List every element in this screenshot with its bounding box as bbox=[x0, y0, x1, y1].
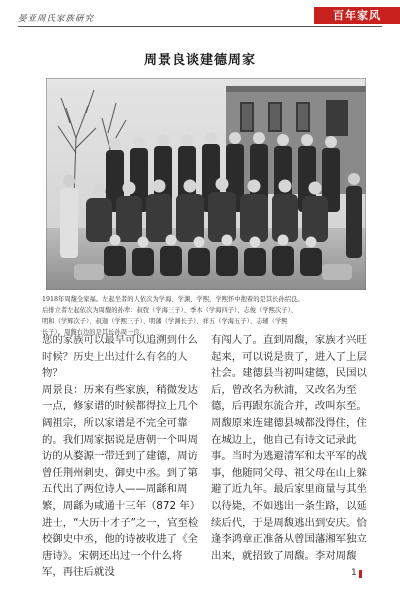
caption-line: 明和（学辉次子）、叔迦（学熙三子）、明藩（学渊长子）、祥五（学海五子）、志辅（学熙 bbox=[42, 318, 288, 325]
caption-line: 长子）。周馥右边的是其长孙周一良。 bbox=[42, 329, 146, 336]
journal-title: 晏亚周氏家族研究 bbox=[18, 14, 95, 24]
caption-line: 1918年周馥全家福。左起坐者的人依次为学海、学渊、学熙，学熙怀中抱着的是其长孙绍良。 bbox=[42, 296, 304, 303]
caption-line: 后排立者左起依次为周馥的孙辈：叔弢（学海三子）、季木（学海四子）、志俊（学熙次子）、 bbox=[42, 307, 298, 314]
header-divider bbox=[18, 26, 382, 27]
section-tab: 百年家风 bbox=[314, 7, 400, 24]
family-group-photo bbox=[46, 78, 366, 290]
body-column-left bbox=[42, 332, 202, 581]
interview-answer-continued: 有闯人了。直到周馥，家族才兴旺起来，可以说是贵了，进入了上层社会。建德县当初叫建德，民国以后，曾改名为秋浦，又改名为至德，后再跟东流合并，改叫东至。周馥原来连建德县城都没得住，住在城边上，他自己有诗文记录此事。当时为逃避清军和太平军的战事，他随同父母、祖父母在山上躲避了近九年。最后家里商量与其坐以待毙，不如逃出一条生路，以延续后代，于是周馥逃出到安庆。恰逢李鸿章正准备从曾国藩湘军独立出来，就招致了周馥。李对周馥 bbox=[211, 334, 367, 562]
body-column-right bbox=[211, 332, 373, 564]
interview-answer: 周景良：历来有些家族，稍微发达一点，修家谱的时候都得拉上几个阔祖宗，所以家谱是不完全可靠的。我们周家据说是唐朝一个叫周访的从婺源一带迁到了建德，周访曾任荆州刺史、御史中丞。到了第五代出了两位诗人——周繇和周繁，周繇为咸通十三年（872 年）进士，“大历十才子”之一，官至检校御史中丞，他的诗被收进了《全唐诗》。宋朝还出过一个什么将军，再往后就没 bbox=[42, 383, 201, 579]
interview-question: 您的家族可以最早可以追溯到什么时候？历史上出过什么有名的人物？ bbox=[42, 334, 198, 380]
page-number-marker bbox=[359, 570, 362, 578]
page-header bbox=[0, 0, 400, 38]
page-number: 1 bbox=[351, 568, 357, 578]
article-title: 周景良谈建德周家 bbox=[143, 53, 256, 68]
